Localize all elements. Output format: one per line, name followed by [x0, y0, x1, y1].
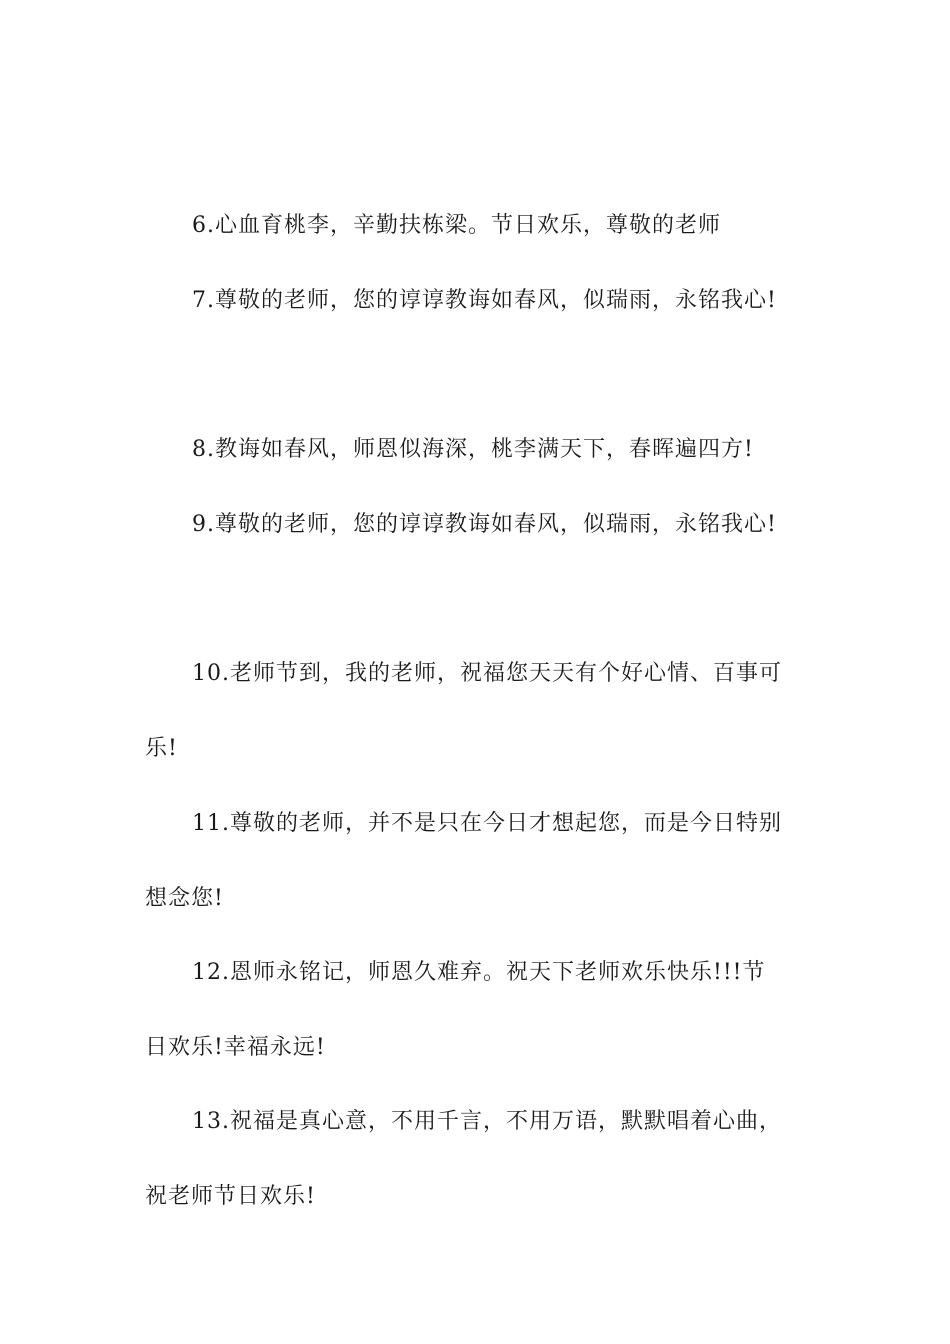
- wish-line-11-continued: 想念您!: [145, 886, 224, 911]
- wish-line-11: 11.尊敬的老师，并不是只在今日才想起您，而是今日特别: [192, 811, 782, 836]
- wish-line-9: 9.尊敬的老师，您的谆谆教诲如春风，似瑞雨，永铭我心!: [192, 512, 777, 537]
- wish-line-6: 6.心血育桃李，辛勤扶栋梁。节日欢乐，尊敬的老师: [192, 213, 721, 238]
- wish-line-8: 8.教诲如春风，师恩似海深，桃李满天下，春晖遍四方!: [192, 437, 754, 462]
- wish-line-13-continued: 祝老师节日欢乐!: [145, 1184, 316, 1209]
- wish-line-10: 10.老师节到，我的老师，祝福您天天有个好心情、百事可: [192, 661, 782, 686]
- wish-line-13: 13.祝福是真心意，不用千言，不用万语，默默唱着心曲，: [192, 1109, 782, 1134]
- wish-line-10-continued: 乐!: [145, 736, 178, 761]
- wish-line-12: 12.恩师永铭记，师恩久难弃。祝天下老师欢乐快乐!!!节: [192, 960, 766, 985]
- wish-line-12-continued: 日欢乐!幸福永远!: [145, 1035, 326, 1060]
- wish-line-7: 7.尊敬的老师，您的谆谆教诲如春风，似瑞雨，永铭我心!: [192, 288, 777, 313]
